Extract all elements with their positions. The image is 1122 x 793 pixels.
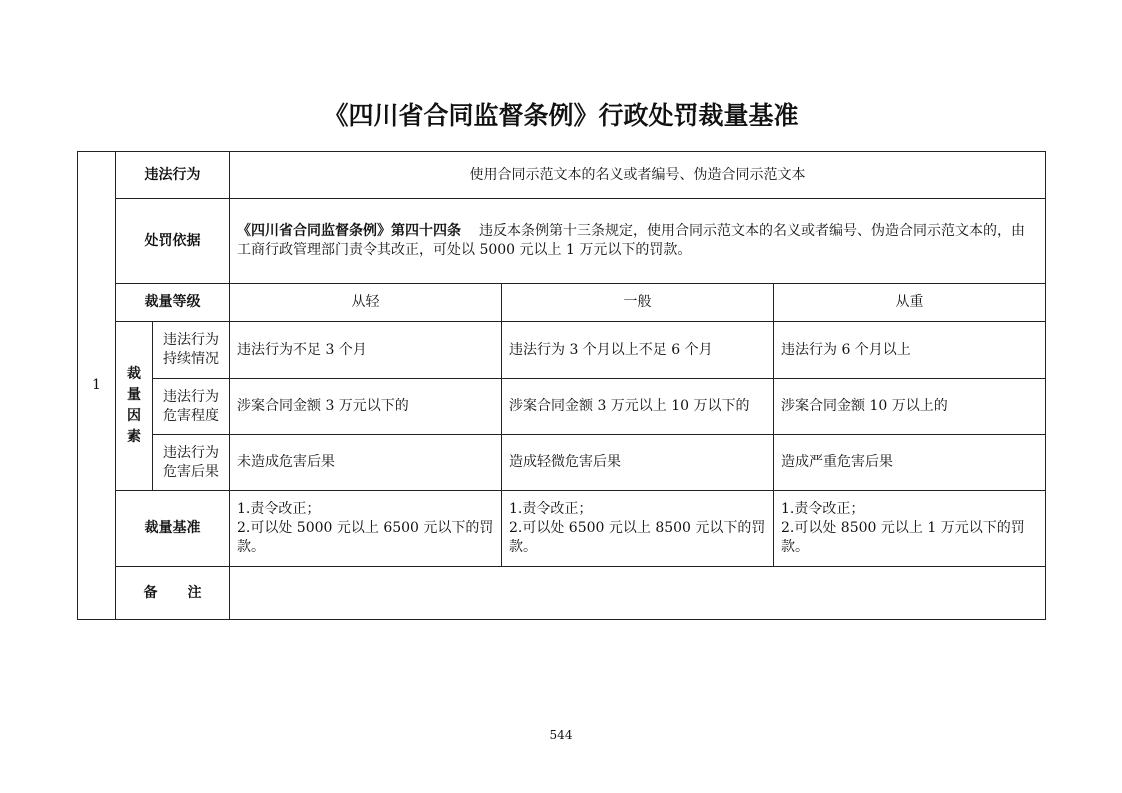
basis-row	[78, 199, 1046, 284]
factor-label: 违法行为危害后果	[153, 435, 230, 491]
factor-value: 涉案合同金额 10 万以上的	[774, 379, 1046, 435]
factors-label-char: 因	[127, 408, 141, 424]
factors-label	[116, 322, 153, 491]
violation-label: 违法行为	[116, 152, 230, 199]
notes-value	[230, 567, 1046, 620]
level-heavy: 从重	[774, 284, 1046, 322]
violation-row	[78, 152, 1046, 199]
factor-row	[78, 435, 1046, 491]
notes-row	[78, 567, 1046, 620]
standard-label: 裁量基准	[116, 491, 230, 567]
basis-label: 处罚依据	[116, 199, 230, 284]
factor-value: 造成严重危害后果	[774, 435, 1046, 491]
levels-row	[78, 284, 1046, 322]
standard-row	[78, 491, 1046, 567]
basis-law: 《四川省合同监督条例》第四十四条	[237, 223, 461, 239]
factor-row	[78, 379, 1046, 435]
factor-value: 违法行为不足 3 个月	[230, 322, 502, 379]
levels-label: 裁量等级	[116, 284, 230, 322]
standard-normal: 1.责令改正； 2.可以处 6500 元以上 8500 元以下的罚款。	[502, 491, 774, 567]
factors-label-char: 裁	[127, 366, 141, 382]
factor-value: 违法行为 3 个月以上不足 6 个月	[502, 322, 774, 379]
factor-label: 违法行为危害程度	[153, 379, 230, 435]
factor-row	[78, 322, 1046, 379]
level-normal: 一般	[502, 284, 774, 322]
standard-light: 1.责令改正； 2.可以处 5000 元以上 6500 元以下的罚款。	[230, 491, 502, 567]
penalty-standard-table	[77, 151, 1046, 620]
notes-label	[116, 567, 230, 620]
factor-value: 涉案合同金额 3 万元以上 10 万以下的	[502, 379, 774, 435]
level-light: 从轻	[230, 284, 502, 322]
page-number: 544	[549, 728, 573, 742]
factor-value: 造成轻微危害后果	[502, 435, 774, 491]
factor-value: 涉案合同金额 3 万元以下的	[230, 379, 502, 435]
factor-value: 未造成危害后果	[230, 435, 502, 491]
notes-label-char: 注	[187, 584, 202, 601]
notes-label-char: 备	[143, 584, 158, 601]
factors-label-char: 量	[127, 387, 141, 403]
basis-text: 违反本条例第十三条规定，使用合同示范文本的名义或者编号、伪造合同示范文本的，由工商行政管理部门责令其改正，可处以 5000 元以上 1 万元以下的罚款。	[237, 223, 1025, 258]
row-number: 1	[78, 152, 116, 620]
basis-cell	[230, 199, 1046, 284]
page-title: 《四川省合同监督条例》行政处罚裁量基准	[323, 101, 799, 130]
factor-label: 违法行为持续情况	[153, 322, 230, 379]
factors-label-char: 素	[127, 429, 141, 445]
factor-value: 违法行为 6 个月以上	[774, 322, 1046, 379]
violation-value: 使用合同示范文本的名义或者编号、伪造合同示范文本	[230, 152, 1046, 199]
standard-heavy: 1.责令改正； 2.可以处 8500 元以上 1 万元以下的罚款。	[774, 491, 1046, 567]
